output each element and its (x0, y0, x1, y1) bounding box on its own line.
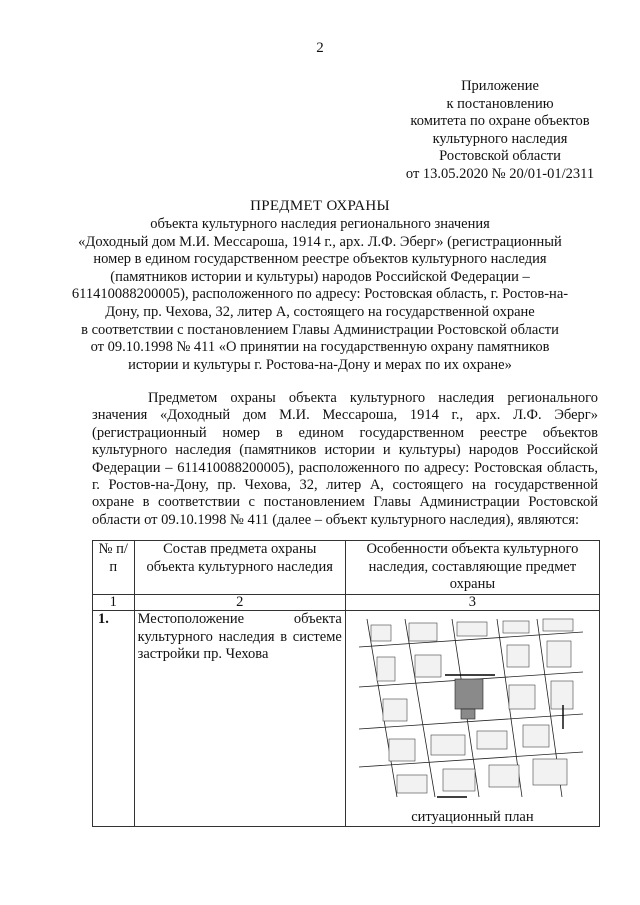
situation-plan-image (357, 617, 585, 799)
subtitle-line: 611410088200005), расположенного по адресу: Ростовская область, г. Ростов-на- (71, 286, 569, 303)
subtitle-line: истории и культуры г. Ростова-на-Дону и мерах по их охране» (128, 356, 512, 373)
appendix-line: культурного наследия (432, 130, 568, 147)
row-number: 1. (93, 611, 135, 827)
table-header-row (93, 541, 600, 595)
appendix-line: от 13.05.2020 № 20/01-01/2311 (405, 165, 595, 182)
appendix-line: к постановлению (446, 95, 554, 112)
appendix-line: Ростовской области (439, 148, 561, 164)
subtitle-line: в соответствии с постановлением Главы Администрации Ростовской области (81, 321, 559, 338)
body-paragraph: Предметом охраны объекта культурного наследия регионального значения «Доходный дом М.И. Мессароша, 1914 г., арх. Л.Ф. Эберг» (регистрационный номер в едином государственном реестре объектов культурного наследия (памятников истории и культуры) народов Российской Федерации – 611410088200005), расположенного по адресу: Ростовская область, г. Ростов-на-Дону, пр. Чехова, 32, литер А, состоящего на государственной охране в соответствии с постановлением Главы Администрации Ростовской области от 09.10.1998 № 411 (далее – объект культурного наследия), являются: (92, 390, 598, 528)
subtitle-line: «Доходный дом М.И. Мессароша, 1914 г., арх. Л.Ф. Эберг» (регистрационный (78, 233, 562, 250)
document-subtitle (70, 216, 570, 374)
row-location: Местоположение объекта культурного наследия в системе застройки пр. Чехова (134, 611, 345, 827)
column-number: 1 (93, 595, 135, 611)
table-row (93, 611, 600, 827)
subtitle-line: объекта культурного наследия регионального значения (150, 216, 490, 232)
subtitle-line: Дону, пр. Чехова, 32, литер А, состоящего на государственной охране (105, 303, 535, 320)
header-number: № п/п (93, 541, 135, 595)
header-composition: Состав предмета охраны объекта культурного наследия (134, 541, 345, 595)
header-features: Особенности объекта культурного наследия, составляющие предмет охраны (345, 541, 599, 595)
column-number: 3 (345, 595, 599, 611)
document-title: ПРЕДМЕТ ОХРАНЫ (250, 198, 390, 214)
appendix-line: комитета по охране объектов (410, 113, 590, 129)
protection-table (92, 540, 600, 827)
subtitle-line: (памятников истории и культуры) народов Российской Федерации – (110, 268, 530, 285)
appendix-block (400, 78, 600, 183)
situation-plan-caption: ситуационный план (411, 808, 534, 825)
page-number: 2 (316, 40, 324, 56)
row-feature-cell (345, 611, 599, 827)
table-number-row (93, 595, 600, 611)
subtitle-line: номер в едином государственном реестре объектов культурного наследия (93, 251, 547, 268)
appendix-line: Приложение (461, 78, 539, 94)
column-number: 2 (134, 595, 345, 611)
subtitle-line: от 09.10.1998 № 411 «О принятии на государственную охрану памятников (90, 339, 550, 356)
